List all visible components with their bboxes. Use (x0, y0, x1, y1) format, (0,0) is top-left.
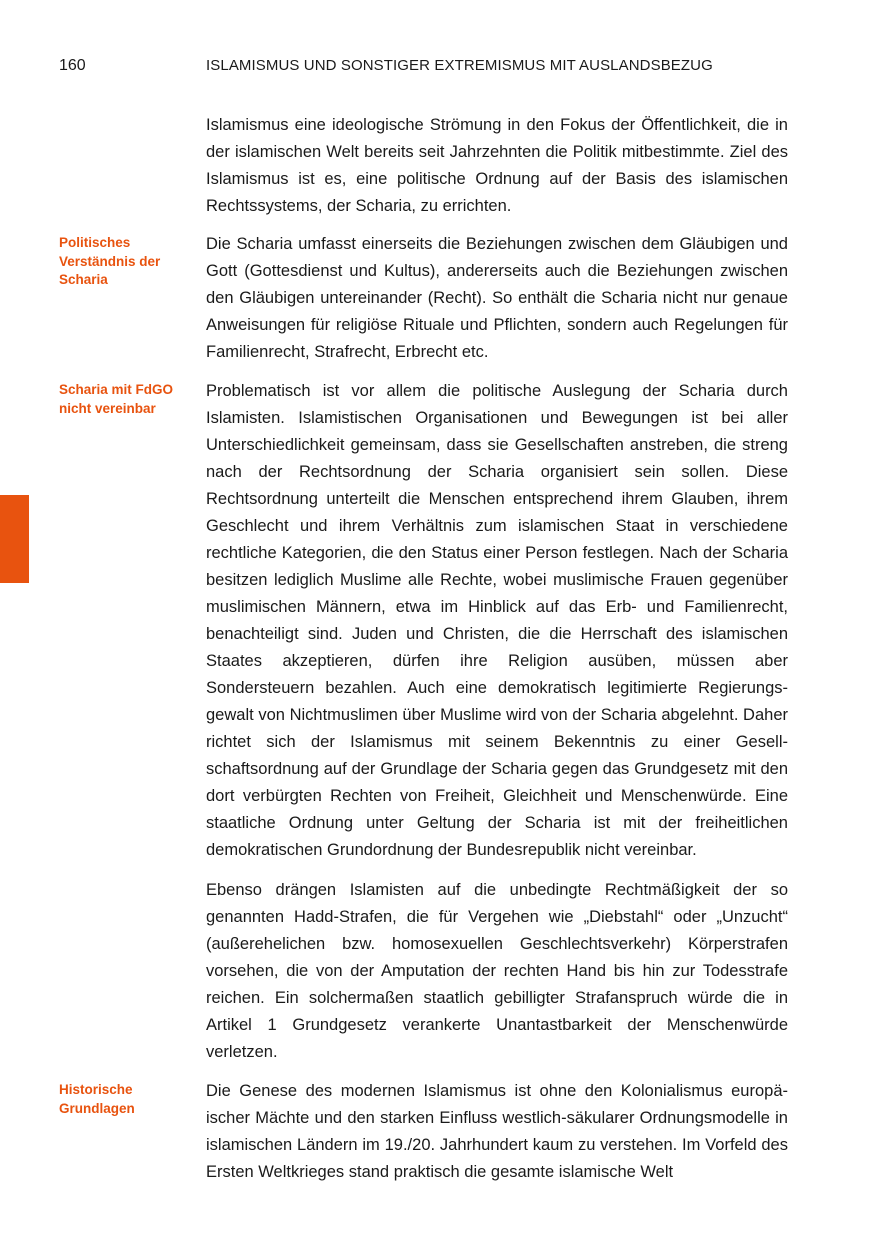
running-header: ISLAMISMUS UND SONSTIGER EXTREMISMUS MIT AUSLANDSBEZUG (206, 57, 713, 74)
margin-note-political-understanding: Politisches Verständnis der Scharia (59, 235, 161, 287)
margin-note-fdgo-incompatible: Scharia mit FdGO nicht vereinbar (59, 382, 174, 416)
paragraph-political-interpretation: Problematisch ist vor allem die politische Auslegung der Scharia durch Islamisten. Islamistischen Organisationen und Bewegungen ist bei aller Unterschiedlichkeit gemeinsam, dass sie Gesellschaften anstreben, die streng nach der Rechtsordnung der Scharia organisiert sein sollen. Diese Rechtsordnung unterteilt die Menschen entsprechend ihrem Glauben, ihrem Geschlecht und ihrem Verhältnis zum islamischen Staat in verschiedene rechtliche Kategorien, die den Status einer Person festlegen. Nach der Scharia besitzen lediglich Muslime alle Rechte, wobei muslimische Frauen gegenüber muslimischen Männern, etwa im Hinblick auf das Erb- und Familienrecht, benachteiligt sind. Juden und Christen, die die Herrschaft des islamischen Staates akzeptieren, dürfen ihre Religion ausüben, müssen aber Sondersteuern bezahlen. Auch eine demokratisch legitimierte Regierungsgewalt von Nichtmuslimen über Muslime wird von der Scharia abgelehnt. Daher richtet sich der Islamismus mit seinem Bekenntnis zu einer Gesellschaftsordnung auf der Grundlage der Scharia gegen das Grundgesetz mit den dort verbürgten Rechten von Freiheit, Gleichheit und Menschenwürde. Eine staatliche Ordnung unter Geltung der Scharia ist mit der freiheitlichen demokratischen Grundordnung der Bundesrepublik nicht vereinbar. (206, 382, 788, 859)
paragraph-hadd-punishments: Ebenso drängen Islamisten auf die unbedingte Rechtmäßigkeit der so genannten Hadd-Strafen, die für Vergehen wie „Diebstahl“ oder „Unzucht“ (außerehelichen bzw. homosexuellen Geschlechtsverkehr) Körperstrafen vorsehen, die von der Amputation der rechten Hand bis hin zur Todesstrafe reichen. Ein solchermaßen staatlich gebilligter Strafanspruch würde die in Artikel 1 Grundgesetz verankerte Unantastbarkeit der Menschenwürde verletzen. (206, 881, 788, 1061)
paragraph-intro: Islamismus eine ideologische Strömung in den Fokus der Öffentlichkeit, die in der islamischen Welt bereits seit Jahrzehnten die Politik mitbestimmte. Ziel des Islamismus ist es, eine politische Ordnung auf der Basis des islamischen Rechtssystems, der Scharia, zu errichten. (206, 116, 788, 215)
paragraph-historical-genesis: Die Genese des modernen Islamismus ist ohne den Kolonialismus europäischer Mächte und den starken Einfluss westlich-säkularer Ordnungsmodelle in islamischen Ländern im 19./20. Jahrhundert kaum zu verstehen. Im Vorfeld des Ersten Weltkrieges stand praktisch die gesamte islamische Welt (206, 1082, 788, 1181)
margin-note-historical-foundations: Historische Grundlagen (59, 1082, 135, 1116)
paragraph-scharia-definition: Die Scharia umfasst einerseits die Beziehungen zwischen dem Gläubigen und Gott (Gottesdienst und Kultus), andererseits auch die Beziehungen zwischen den Gläubigen untereinander (Recht). So enthält die Scharia nicht nur genaue Anweisungen für religiöse Rituale und Pflichten, sondern auch Regelungen für Familienrecht, Strafrecht, Erbrecht etc. (206, 235, 788, 361)
chapter-tab-marker (0, 495, 29, 583)
page-number: 160 (59, 57, 86, 74)
